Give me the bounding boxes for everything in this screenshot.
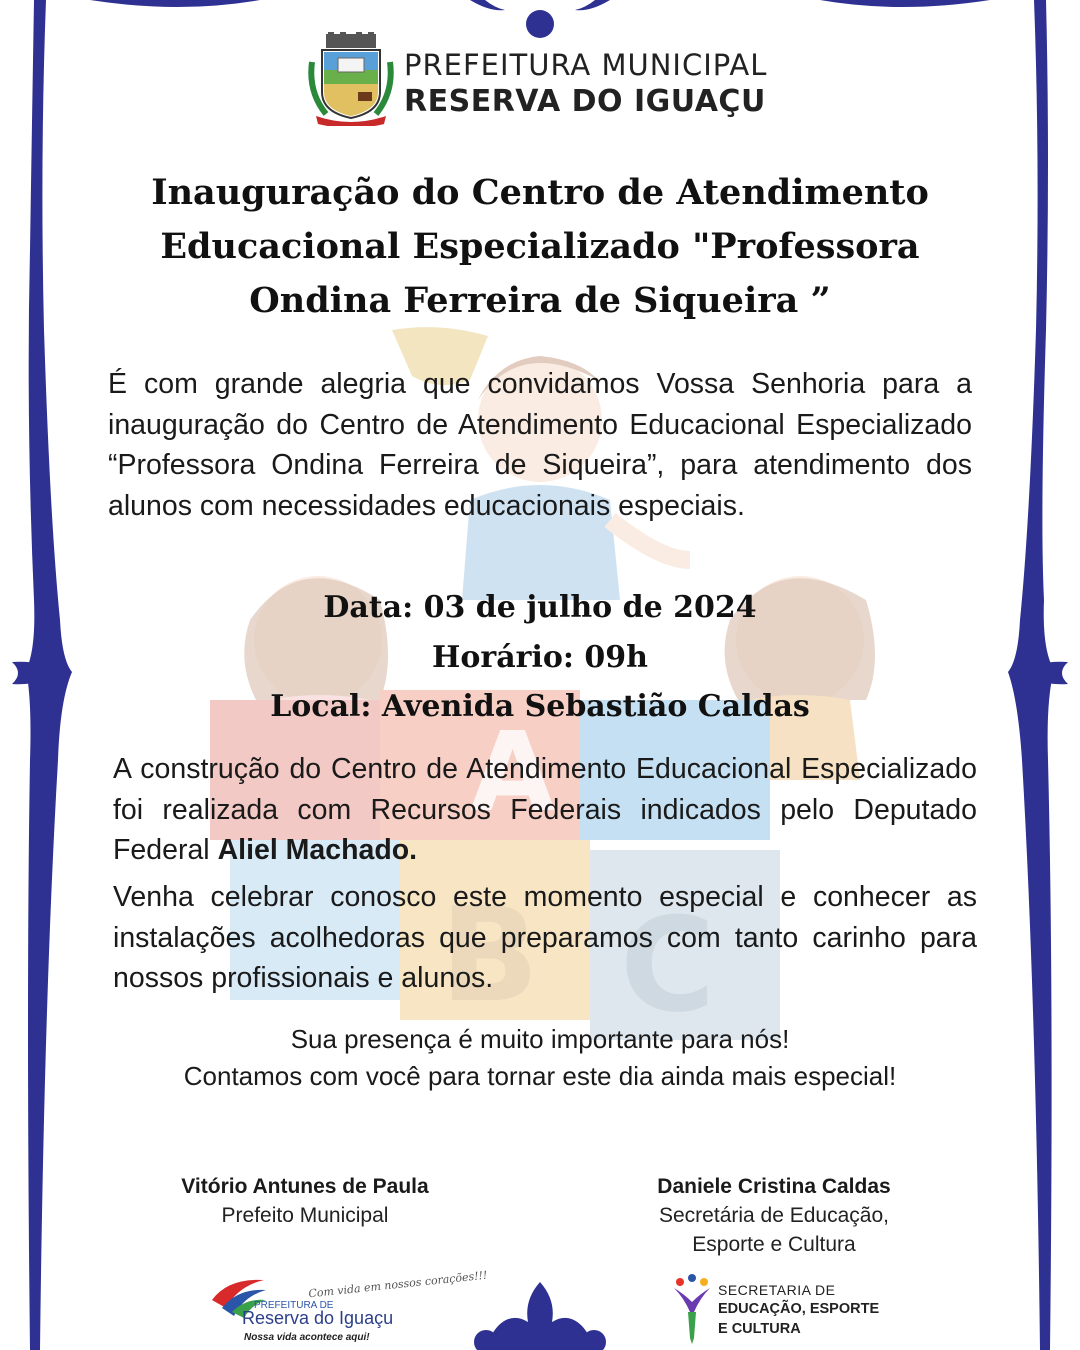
funding-paragraph bbox=[113, 749, 977, 871]
funding-text: A construção do Centro de Atendimento Educacional Especializado foi realizada com Recursos Federais indicados pelo Deputado Federal bbox=[113, 753, 977, 866]
event-date: Data: 03 de julho de 2024 bbox=[323, 590, 757, 625]
prefeitura-tagline: Nossa vida acontece aqui! bbox=[244, 1332, 370, 1343]
secretary-role-line2: Esporte e Cultura bbox=[692, 1233, 856, 1256]
svg-text:C: C bbox=[620, 889, 716, 1041]
secretaria-line2: EDUCAÇÃO, ESPORTE bbox=[718, 1301, 880, 1317]
title-line-1: Inauguração do Centro de Atendimento bbox=[151, 172, 929, 213]
header bbox=[308, 32, 778, 132]
prefeitura-slogan: Com vida em nossos corações!!! bbox=[307, 1268, 488, 1301]
deputy-name: Aliel Machado. bbox=[217, 834, 418, 866]
secretary-name: Daniele Cristina Caldas bbox=[657, 1175, 891, 1198]
invitation-paragraph: É com grande alegria que convidamos Vossa Senhoria para a inauguração do Centro de Atendimento Educacional Especializado “Professora Ondina Ferreira de Siqueira”, para atendimento dos alunos com necessidades educacionais especiais. bbox=[108, 368, 972, 522]
celebrate-paragraph: Venha celebrar conosco este momento especial e conhecer as instalações acolhedoras que preparamos com tanto carinho para nossos profissionais e alunos. bbox=[113, 881, 977, 994]
org-name-line2: RESERVA DO IGUAÇU bbox=[404, 84, 766, 119]
coat-of-arms-icon bbox=[308, 32, 394, 126]
closing-line-2: Contamos com você para tornar este dia ainda mais especial! bbox=[183, 1061, 897, 1091]
signature-secretary bbox=[600, 1172, 948, 1259]
svg-text:A: A bbox=[470, 708, 556, 836]
closing-line-1: Sua presença é muito importante para nós! bbox=[290, 1024, 790, 1054]
event-location: Local: Avenida Sebastião Caldas bbox=[270, 689, 810, 724]
prefeitura-name: Reserva do Iguaçu bbox=[242, 1308, 394, 1328]
secretaria-logo bbox=[672, 1272, 902, 1346]
secretary-role-line1: Secretária de Educação, bbox=[659, 1204, 889, 1227]
svg-text:B: B bbox=[440, 879, 540, 1031]
prefeitura-logo bbox=[208, 1268, 488, 1350]
mayor-name: Vitório Antunes de Paula bbox=[181, 1175, 429, 1198]
signature-mayor bbox=[140, 1172, 470, 1230]
prefeitura-prefix: PREFEITURA DE bbox=[254, 1300, 334, 1311]
secretaria-line3: E CULTURA bbox=[718, 1321, 801, 1337]
title-line-3: Ondina Ferreira de Siqueira ” bbox=[249, 280, 831, 321]
secretaria-line1: SECRETARIA DE bbox=[718, 1282, 836, 1298]
mayor-role: Prefeito Municipal bbox=[221, 1204, 389, 1227]
title-line-2: Educacional Especializado "Professora bbox=[160, 226, 920, 267]
org-name-line1: PREFEITURA MUNICIPAL bbox=[404, 48, 768, 82]
invitation-title bbox=[120, 166, 960, 328]
event-time: Horário: 09h bbox=[432, 640, 648, 675]
education-figures-icon bbox=[672, 1272, 712, 1346]
